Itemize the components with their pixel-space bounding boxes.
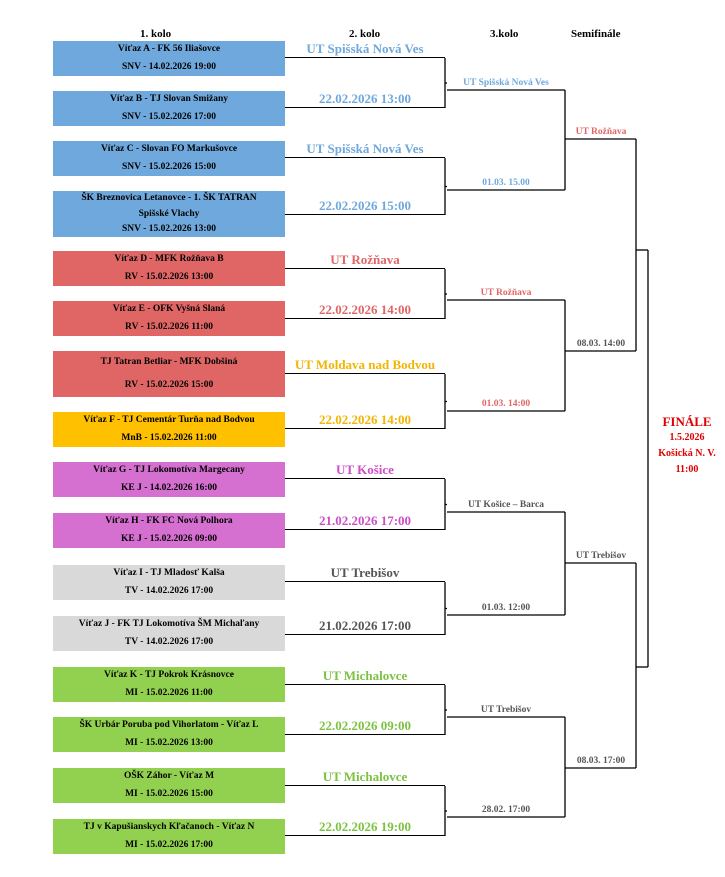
r3-venue-2: UT Rožňava — [480, 288, 532, 298]
r1-match-2 — [53, 91, 285, 126]
r1-match-12 — [53, 616, 285, 651]
r1-match-6 — [53, 301, 285, 336]
r1-match-5 — [53, 251, 285, 286]
header-round1: 1. kolo — [140, 28, 172, 40]
final-block — [652, 414, 722, 478]
final-title: FINÁLE — [662, 414, 712, 429]
match-info: MI - 15.02.2026 15:00 — [125, 788, 213, 799]
match-teams: TJ v Kapušianskych Kľačanoch - Víťaz N — [83, 822, 255, 833]
r2-date-6: 21.02.2026 17:00 — [285, 619, 445, 635]
r1-match-14 — [53, 717, 285, 752]
match-teams: Víťaz C - Slovan FO Markušovce — [100, 144, 238, 155]
r2-date-1: 22.02.2026 13:00 — [285, 92, 445, 108]
r3-date-2: 01.03. 14:00 — [481, 399, 531, 409]
r1-match-8 — [53, 412, 285, 447]
match-teams: Víťaz F - TJ Cementár Turňa nad Bodvou — [83, 415, 255, 426]
r2-venue-4: UT Moldava nad Bodvou — [285, 358, 445, 374]
r2-date-8: 22.02.2026 19:00 — [285, 820, 445, 836]
semi-date-1: 08.03. 14:00 — [576, 339, 626, 349]
match-teams: ŠK Urbár Poruba pod Vihorlatom - Víťaz L — [79, 720, 259, 731]
header-round3: 3.kolo — [490, 28, 519, 40]
match-teams: Víťaz E - OFK Vyšná Slaná — [112, 304, 226, 315]
r2-date-5: 21.02.2026 17:00 — [285, 514, 445, 530]
r2-venue-7: UT Michalovce — [285, 669, 445, 685]
match-teams: Víťaz I - TJ Mladosť Kalša — [113, 568, 225, 579]
r2-venue-1: UT Spišská Nová Ves — [285, 42, 445, 58]
final-time: 11:00 — [675, 464, 699, 475]
r2-date-2: 22.02.2026 15:00 — [285, 199, 445, 215]
match-info: MI - 15.02.2026 17:00 — [125, 839, 213, 850]
header-round2: 2. kolo — [349, 28, 381, 40]
match-teams: Víťaz B - TJ Slovan Smižany — [110, 94, 228, 105]
match-teams-cont: Spišské Vlachy — [138, 208, 200, 219]
match-info: MI - 15.02.2026 11:00 — [125, 687, 213, 698]
match-info: KE J - 15.02.2026 09:00 — [120, 533, 218, 544]
match-info: TV - 14.02.2026 17:00 — [124, 636, 214, 647]
match-teams: Víťaz K - TJ Pokrok Krásnovce — [104, 670, 234, 681]
match-info: SNV - 15.02.2026 17:00 — [121, 111, 217, 122]
semi-venue-1: UT Rožňava — [575, 127, 627, 137]
final-date: 1.5.2026 — [669, 432, 705, 443]
r1-match-3 — [53, 141, 285, 176]
semi-venue-2: UT Trebišov — [575, 551, 627, 561]
match-teams: TJ Tatran Betliar - MFK Dobšiná — [100, 357, 238, 368]
r3-venue-3: UT Košice – Barca — [468, 500, 544, 510]
r1-match-16 — [53, 819, 285, 854]
r1-match-15 — [53, 768, 285, 803]
r1-match-10 — [53, 513, 285, 548]
r1-match-13 — [53, 667, 285, 702]
r1-match-11 — [53, 565, 285, 600]
match-info: RV - 15.02.2026 15:00 — [124, 380, 214, 391]
r3-date-1: 01.03. 15.00 — [482, 178, 530, 188]
r2-venue-6: UT Trebišov — [285, 566, 445, 582]
r2-venue-8: UT Michalovce — [285, 770, 445, 786]
match-info: RV - 15.02.2026 11:00 — [125, 321, 213, 332]
match-teams: Víťaz A - FK 56 Iliašovce — [117, 44, 221, 55]
match-info: RV - 15.02.2026 13:00 — [124, 271, 214, 282]
r2-date-3: 22.02.2026 14:00 — [285, 303, 445, 319]
r3-date-3: 01.03. 12:00 — [481, 603, 531, 613]
match-teams: OŠK Záhor - Víťaz M — [123, 771, 215, 782]
r1-match-4 — [53, 191, 285, 237]
r3-venue-1: UT Spišská Nová Ves — [463, 78, 549, 88]
match-teams: Víťaz H - FK FC Nová Polhora — [105, 516, 233, 527]
r3-date-4: 28.02. 17:00 — [481, 805, 531, 815]
r1-match-9 — [53, 462, 285, 497]
r2-date-4: 22.02.2026 14:00 — [285, 413, 445, 429]
semi-date-2: 08.03. 17:00 — [576, 756, 626, 766]
match-info: KE J - 14.02.2026 16:00 — [120, 482, 218, 493]
match-info: TV - 14.02.2026 17:00 — [124, 585, 214, 596]
r2-venue-3: UT Rožňava — [285, 253, 445, 269]
match-teams: Víťaz J - FK TJ Lokomotíva ŠM Michaľany — [78, 619, 260, 630]
r2-venue-5: UT Košice — [285, 463, 445, 479]
match-teams: Víťaz G - TJ Lokomotíva Margecany — [93, 465, 245, 476]
r3-venue-4: UT Trebišov — [480, 705, 532, 715]
header-semifinal: Semifinále — [571, 28, 621, 40]
r1-match-1 — [53, 41, 285, 76]
match-info: MnB - 15.02.2026 11:00 — [121, 432, 217, 443]
match-info: SNV - 14.02.2026 19:00 — [121, 61, 217, 72]
match-info: SNV - 15.02.2026 15:00 — [121, 161, 217, 172]
r2-date-7: 22.02.2026 09:00 — [285, 719, 445, 735]
r2-venue-2: UT Spišská Nová Ves — [285, 142, 445, 158]
match-info: MI - 15.02.2026 13:00 — [125, 737, 213, 748]
match-teams: ŠK Breznovica Letanovce - 1. ŠK TATRAN — [81, 193, 257, 204]
match-info: SNV - 15.02.2026 13:00 — [121, 223, 217, 234]
r1-match-7 — [53, 351, 285, 397]
match-teams: Víťaz D - MFK Rožňava B — [114, 254, 224, 265]
final-venue: Košická N. V. — [658, 448, 716, 459]
